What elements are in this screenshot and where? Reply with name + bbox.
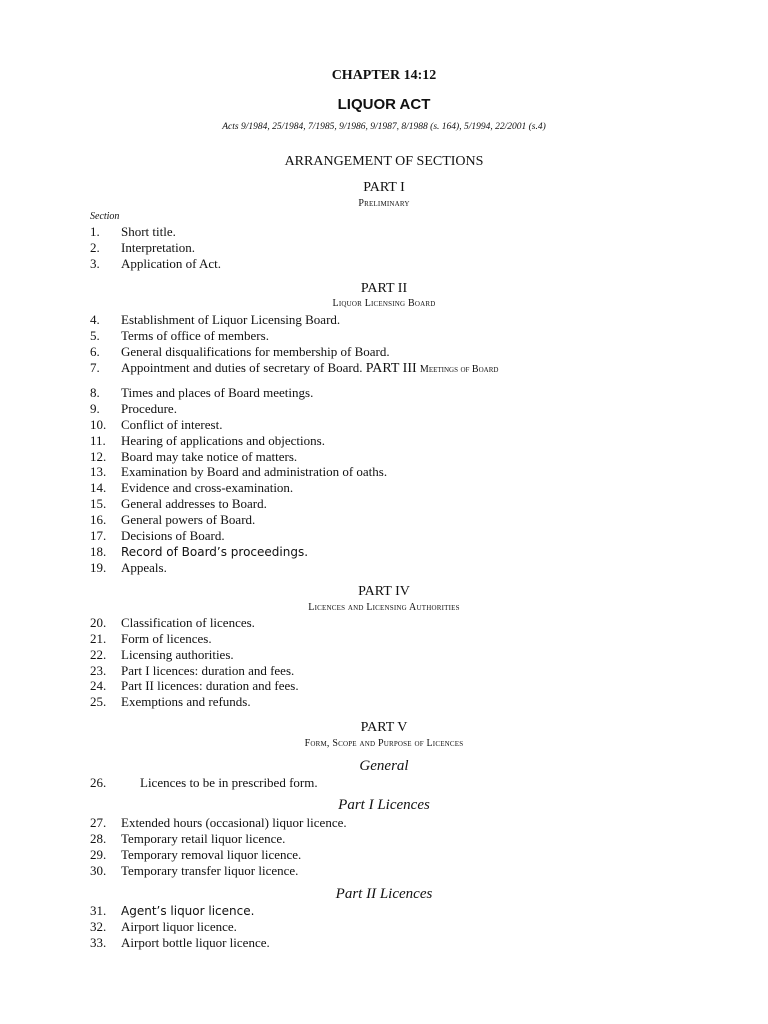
list-item: 9. Procedure. (90, 401, 177, 416)
list-item: 32. Airport liquor licence. (90, 919, 237, 934)
list-item: 4. Establishment of Liquor Licensing Board. (90, 312, 341, 327)
list-item: 22. Licensing authorities. (90, 647, 234, 662)
list-item: 25. Exemptions and refunds. (90, 694, 251, 709)
list-item: 13. Examination by Board and administration of oaths. (90, 464, 388, 479)
act-title: LIQUOR ACT (337, 96, 431, 113)
list-item: 23. Part I licences: duration and fees. (90, 663, 295, 678)
part-4-heading: PART IV (358, 584, 410, 599)
list-item: 20. Classification of licences. (90, 615, 255, 630)
list-item: 30. Temporary transfer liquor licence. (90, 863, 299, 878)
list-item: 7. Appointment and duties of secretary of Board. PART III Meetings of Board (90, 360, 499, 376)
section-column-label: Section (90, 211, 120, 222)
part-5-subtitle: Form, Scope and Purpose of Licences (304, 738, 464, 749)
arrangement-heading: ARRANGEMENT OF SECTIONS (284, 154, 484, 169)
part-5-heading: PART V (360, 720, 408, 735)
list-item: 8. Times and places of Board meetings. (90, 385, 314, 400)
list-item: 15. General addresses to Board. (90, 496, 267, 511)
part-4-subtitle: Licences and Licensing Authorities (308, 602, 460, 613)
list-item: 2. Interpretation. (90, 240, 195, 255)
list-item: 11. Hearing of applications and objections. (90, 433, 325, 448)
list-item: 28. Temporary retail liquor licence. (90, 831, 286, 846)
list-item: 12. Board may take notice of matters. (90, 449, 298, 464)
part-1-heading: PART I (363, 180, 405, 195)
list-item: 10. Conflict of interest. (90, 417, 223, 432)
list-item: 5. Terms of office of members. (90, 328, 269, 343)
list-item: 27. Extended hours (occasional) liquor licence. (90, 815, 347, 830)
list-item: 19. Appeals. (90, 560, 167, 575)
general-heading: General (359, 758, 409, 774)
list-item: 14. Evidence and cross-examination. (90, 480, 294, 495)
part-3-subtitle: Meetings of Board (419, 364, 499, 375)
list-item: 1. Short title. (90, 224, 176, 239)
list-item: 17. Decisions of Board. (90, 528, 225, 543)
part-1-licences-heading: Part I Licences (338, 797, 430, 813)
list-item: 29. Temporary removal liquor licence. (90, 847, 302, 862)
list-item: 16. General powers of Board. (90, 512, 256, 527)
part-1-subtitle: Preliminary (358, 198, 410, 209)
part-2-subtitle: Liquor Licensing Board (332, 298, 436, 309)
part-2-licences-heading: Part II Licences (335, 886, 433, 902)
chapter-number: CHAPTER 14:12 (331, 68, 437, 83)
list-item: 33. Airport bottle liquor licence. (90, 935, 270, 950)
list-item: 6. General disqualifications for membership of Board. (90, 344, 390, 359)
list-item: 3. Application of Act. (90, 256, 222, 271)
list-item: 24. Part II licences: duration and fees. (90, 678, 299, 693)
list-item: 31. Agent’s liquor licence. (90, 903, 255, 918)
list-item: 21. Form of licences. (90, 631, 212, 646)
list-item: 26. Licences to be in prescribed form. (90, 775, 318, 790)
part-3-heading: PART III (365, 361, 417, 376)
part-2-heading: PART II (360, 281, 408, 296)
amending-acts: Acts 9/1984, 25/1984, 7/1985, 9/1986, 9/1987, 8/1988 (s. 164), 5/1994, 22/2001 (s.4) (222, 122, 546, 132)
list-item: 18. Record of Board’s proceedings. (90, 544, 309, 559)
